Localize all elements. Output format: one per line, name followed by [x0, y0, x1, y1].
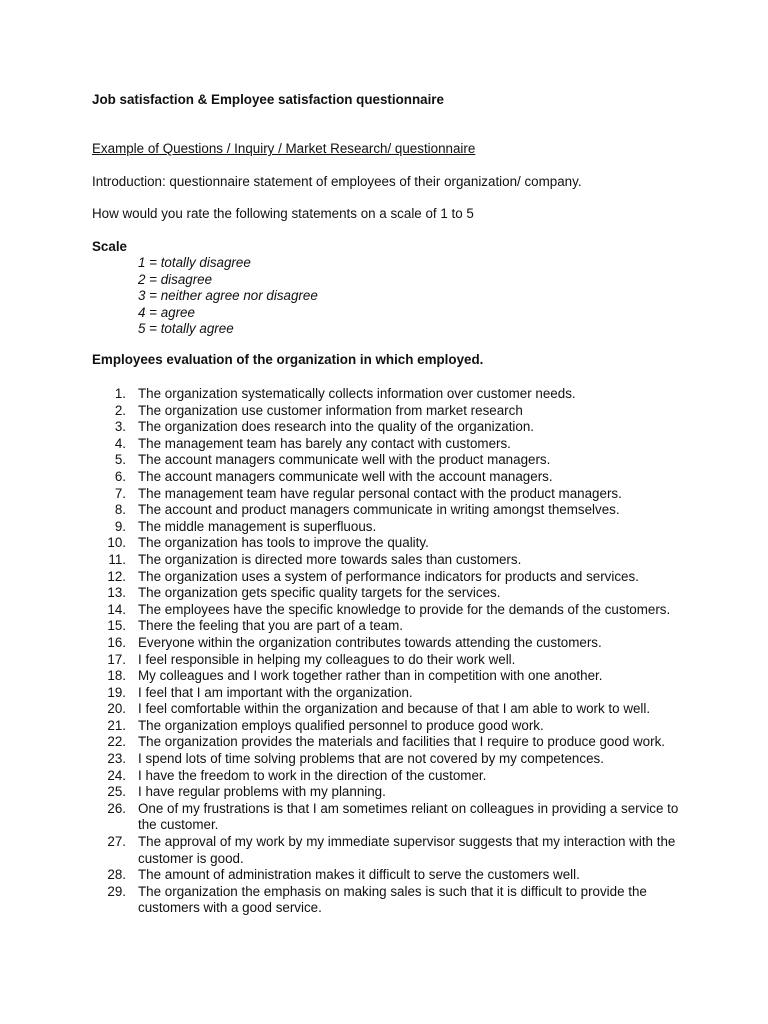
question-number: 17. [107, 651, 126, 667]
question-item [92, 403, 692, 420]
scale-item: 5 = totally agree [138, 321, 234, 337]
question-number: 7. [114, 485, 126, 501]
question-item [92, 618, 692, 635]
question-text: I feel responsible in helping my colleagues to do their work well. [138, 651, 516, 667]
question-number: 19. [107, 684, 126, 700]
scale-item: 3 = neither agree nor disagree [138, 288, 318, 304]
question-text: The amount of administration makes it difficult to serve the customers well. [138, 867, 580, 883]
question-item [92, 436, 692, 453]
question-text: The organization systematically collects information over customer needs. [138, 386, 576, 401]
question-item [92, 569, 692, 586]
question-text: The organization the emphasis on making sales is such that it is difficult to provide the customers with a good service. [138, 883, 647, 916]
document-subtitle: Example of Questions / Inquiry / Market Research/ questionnaire [92, 141, 476, 156]
question-text: My colleagues and I work together rather than in competition with one another. [138, 668, 603, 684]
question-item [92, 768, 692, 785]
question-item [92, 552, 692, 569]
question-number: 3. [114, 419, 126, 435]
question-text: I feel comfortable within the organization and because of that I am able to work to well. [138, 701, 651, 717]
question-item [92, 751, 692, 768]
question-item [92, 668, 692, 685]
question-number: 25. [107, 784, 126, 800]
question-text: The account managers communicate well with the account managers. [138, 468, 553, 484]
document-title: Job satisfaction & Employee satisfaction questionnaire [92, 92, 444, 107]
question-item [92, 535, 692, 552]
question-text: The organization does research into the quality of the organization. [138, 419, 535, 435]
question-text: There the feeling that you are part of a team. [138, 618, 403, 634]
question-item [92, 784, 692, 801]
question-item [92, 652, 692, 669]
question-number: 8. [114, 502, 126, 518]
question-text: The organization use customer information from market research [138, 402, 523, 418]
question-item [92, 867, 692, 884]
question-number: 11. [108, 551, 126, 567]
question-item [92, 469, 692, 486]
scale-heading: Scale [92, 239, 127, 254]
section-heading: Employees evaluation of the organization in which employed. [92, 352, 484, 367]
question-number: 12. [107, 568, 126, 584]
question-number: 14. [107, 601, 126, 617]
question-text: The management team has barely any contact with customers. [138, 435, 511, 451]
question-number: 6. [114, 468, 126, 484]
question-item [92, 386, 692, 403]
question-item [92, 734, 692, 751]
question-item [92, 452, 692, 469]
question-item [92, 519, 692, 536]
question-text: The organization provides the materials and facilities that I require to produce good work. [138, 734, 665, 750]
question-text: The management team have regular personal contact with the product managers. [138, 485, 622, 501]
scale-item: 4 = agree [138, 304, 195, 320]
question-number: 21. [107, 717, 126, 733]
question-number: 4. [114, 435, 126, 451]
scale-item: 2 = disagree [138, 271, 213, 287]
question-item [92, 685, 692, 702]
scale-item: 1 = totally disagree [138, 255, 251, 270]
question-text: The organization has tools to improve the quality. [138, 535, 429, 551]
question-item [92, 602, 692, 619]
question-item [92, 801, 692, 834]
question-number: 9. [114, 518, 126, 534]
question-number: 5. [114, 452, 126, 468]
question-list [92, 386, 692, 917]
introduction-text: Introduction: questionnaire statement of employees of their organization/ company. [92, 174, 582, 189]
question-number: 28. [107, 867, 126, 883]
question-text: The organization employs qualified personnel to produce good work. [138, 717, 544, 733]
question-text: One of my frustrations is that I am sometimes reliant on colleagues in providing a service to the customer. [138, 800, 679, 833]
question-text: The employees have the specific knowledge to provide for the demands of the customers. [138, 601, 671, 617]
question-text: I have regular problems with my planning. [138, 784, 386, 800]
question-number: 29. [107, 883, 126, 899]
question-text: I spend lots of time solving problems that are not covered by my competences. [138, 751, 604, 767]
question-text: The organization gets specific quality targets for the services. [138, 585, 501, 601]
question-text: The organization uses a system of performance indicators for products and services. [138, 568, 639, 584]
question-number: 20. [107, 701, 126, 717]
question-text: I feel that I am important with the organization. [138, 684, 413, 700]
question-text: Everyone within the organization contributes towards attending the customers. [138, 634, 602, 650]
question-number: 26. [107, 800, 126, 816]
question-text: The middle management is superfluous. [138, 518, 377, 534]
question-number: 10. [107, 535, 126, 551]
question-number: 24. [107, 767, 126, 783]
question-text: The account managers communicate well with the product managers. [138, 452, 551, 468]
question-item [92, 486, 692, 503]
question-item [92, 718, 692, 735]
question-number: 2. [114, 402, 126, 418]
question-number: 13. [107, 585, 126, 601]
question-item [92, 701, 692, 718]
question-text: The approval of my work by my immediate supervisor suggests that my interaction with the customer is good. [138, 834, 676, 866]
question-number: 1. [114, 386, 126, 401]
question-number: 15. [107, 618, 126, 634]
question-text: I have the freedom to work in the direction of the customer. [138, 767, 487, 783]
question-item [92, 884, 692, 917]
question-item [92, 502, 692, 519]
question-text: The account and product managers communicate in writing amongst themselves. [138, 502, 620, 518]
question-number: 16. [107, 634, 126, 650]
question-item [92, 635, 692, 652]
question-item [92, 585, 692, 602]
question-number: 23. [107, 751, 126, 767]
question-number: 18. [107, 668, 126, 684]
rating-prompt: How would you rate the following statements on a scale of 1 to 5 [92, 206, 474, 221]
scale-list [138, 255, 318, 338]
question-item [92, 419, 692, 436]
question-item [92, 834, 692, 867]
question-text: The organization is directed more towards sales than customers. [138, 551, 522, 567]
question-number: 22. [107, 734, 126, 750]
question-number: 27. [107, 834, 126, 850]
